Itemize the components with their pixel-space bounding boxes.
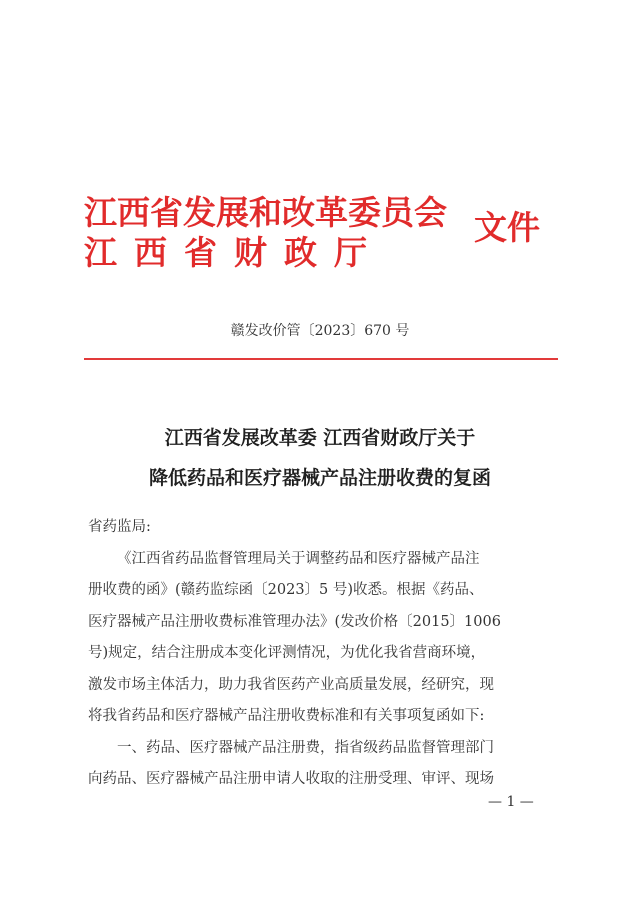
salutation: 省药监局:	[88, 519, 151, 535]
title-line-2: 降低药品和医疗器械产品注册收费的复函	[148, 467, 491, 489]
body-line: 将我省药品和医疗器械产品注册收费标准和有关事项复函如下:	[88, 708, 485, 724]
issuer-line-1: 江西省发展和改革委员会	[84, 193, 447, 232]
body-line: 号)规定，结合注册成本变化评测情况，为优化我省营商环境，	[88, 645, 486, 661]
title-line-1: 江西省发展改革委 江西省财政厅关于	[164, 427, 476, 449]
document-title	[0, 418, 640, 498]
body-line: 医疗器械产品注册收费标准管理办法》(发改价格〔2015〕1006	[88, 613, 501, 630]
issuing-authorities	[84, 193, 447, 273]
body-line: 《江西省药品监督管理局关于调整药品和医疗器械产品注	[117, 550, 480, 567]
document-body	[88, 512, 558, 796]
issuer-line-2: 江西省财政厅	[84, 233, 384, 272]
body-line: 向药品、医疗器械产品注册申请人收取的注册受理、审评、现场	[88, 771, 494, 787]
body-line: 册收费的函》(赣药监综函〔2023〕5 号)收悉。根据《药品、	[88, 582, 484, 598]
body-line: 激发市场主体活力，助力我省医药产业高质量发展，经研究，现	[88, 676, 494, 693]
document-number: 赣发改价管〔2023〕670 号	[230, 323, 410, 339]
issuer-suffix: 文件	[474, 208, 540, 247]
red-divider-line	[84, 358, 558, 360]
body-line: 一、药品、医疗器械产品注册费，指省级药品监督管理部门	[117, 739, 494, 756]
page-number: — 1 —	[488, 794, 534, 810]
